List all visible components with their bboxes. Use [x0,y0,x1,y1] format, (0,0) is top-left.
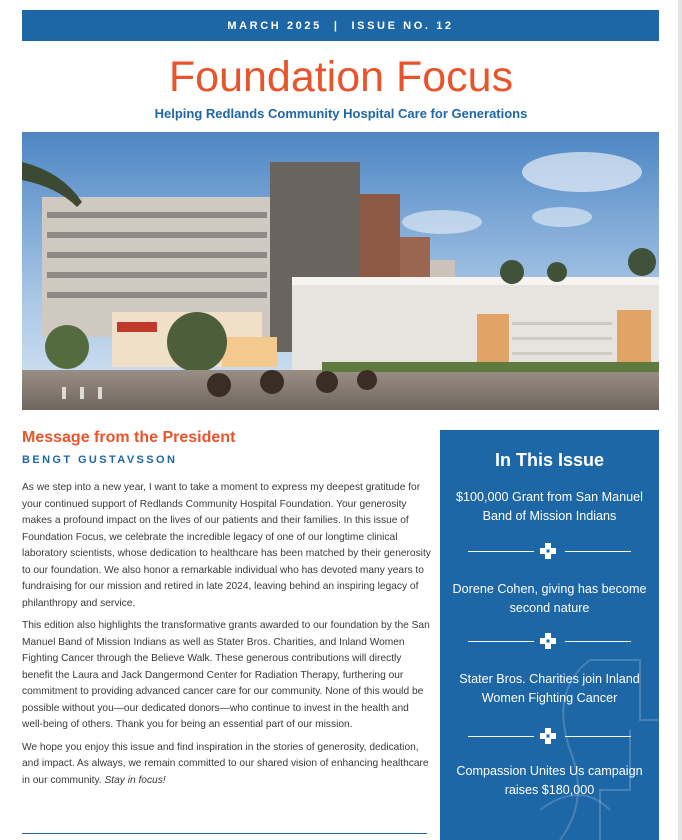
message-paragraph-2: This edition also highlights the transformative grants awarded to our foundation by the San Manuel Band of Mission Indians as well as Stater Bros. Charities, and Inland Women Fighting Cancer through the Believe Walk. These generous contributions will directly benefit the Laura and Jack Dangermond Center for Radiation Therapy, furthering our commitment to providing advanced cancer care for our community. None of this would be possible without you—our dedicated donors—who continue to invest in the health and well-being of others. Thank you for being an essential part of our mission. [22,620,430,730]
newsletter-title: Foundation Focus [168,53,514,101]
message-paragraph-1: As we step into a new year, I want to take a moment to express my deepest gratitude for your continued support of Redlands Community Hospital Foundation. Your generosity makes a profound impact on the lives of our patients and their families. In this issue of Foundation Focus, we celebrate the incredible legacy of one of our longtime clinical laboratory scientists, whose dedication to healthcare has been matched by their generosity to our foundation. We also honor a remarkable individual who has devoted many years to fundraising for our mission and retired in late 2024, leaving behind an inspiring legacy of philanthropy and service. [22,482,431,609]
banner-separator: | [333,19,340,32]
issue-number: ISSUE NO. 12 [351,19,454,32]
message-body [22,480,432,795]
cross-icon [540,633,556,649]
issue-date: MARCH 2025 [227,19,322,32]
toc-item-stater-bros[interactable]: Stater Bros. Charities join Inland Women Fighting Cancer [459,672,640,705]
message-author: BENGT GUSTAVSSON [22,454,178,466]
in-this-issue-panel [440,430,659,840]
message-paragraph-3 [22,740,432,790]
toc-item-compassion-campaign[interactable]: Compassion Unites Us campaign raises $180,000 [456,764,643,797]
cross-icon [540,543,556,559]
message-signoff: Stay in focus! [104,774,166,786]
toc-item-grant[interactable]: $100,000 Grant from San Manuel Band of Mission Indians [456,490,643,523]
page-edge [678,0,682,840]
newsletter-subtitle: Helping Redlands Community Hospital Care for Generations [154,106,528,121]
in-this-issue-title: In This Issue [494,450,605,470]
issue-banner [22,10,659,41]
message-paragraph-3-text: We hope you enjoy this issue and find inspiration in the stories of generosity, dedication, and impact. As always, we remain committed to our shared vision of enhancing healthcare in our community. [22,741,429,786]
toc-divider [468,728,631,744]
cross-icon [540,728,556,744]
toc-item-dorene-cohen[interactable]: Dorene Cohen, giving has become second nature [452,582,647,615]
toc-divider [468,543,631,559]
hospital-photo [22,132,659,410]
toc-divider [468,633,631,649]
bottom-divider [22,833,427,834]
message-title: Message from the President [22,429,236,446]
